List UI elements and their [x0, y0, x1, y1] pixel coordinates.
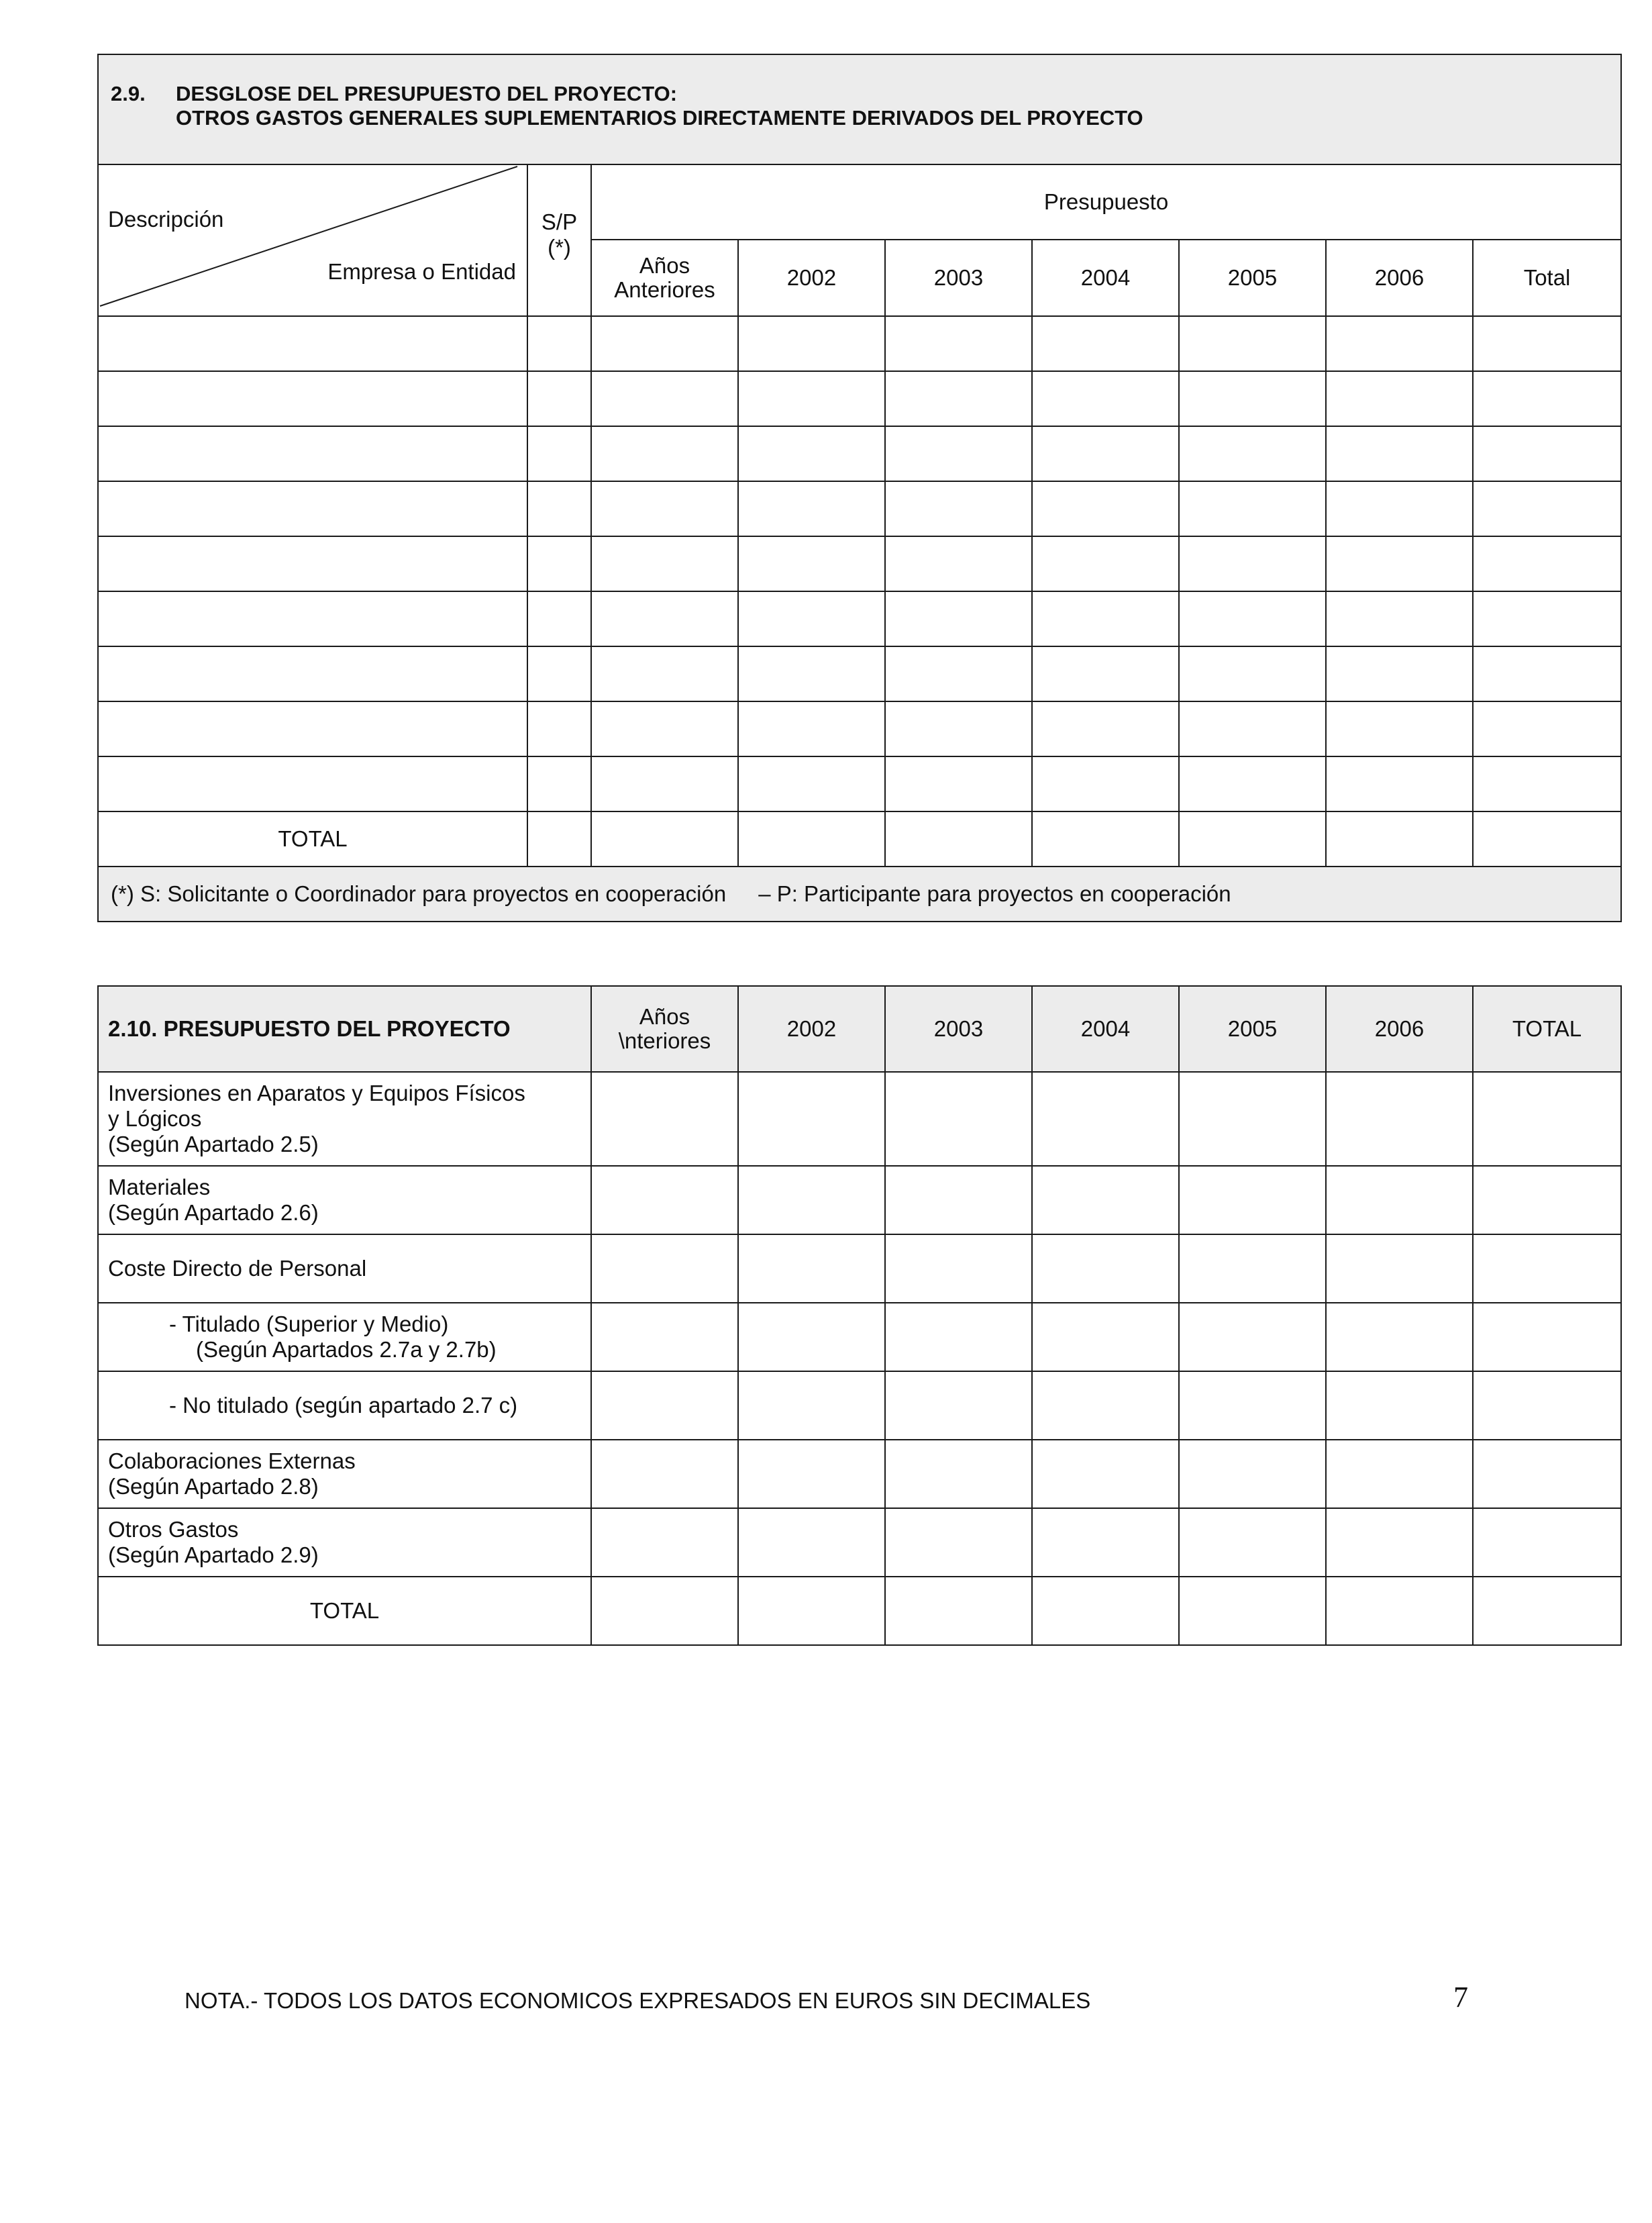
- table-cell[interactable]: [738, 1577, 885, 1645]
- table-cell[interactable]: [1473, 756, 1621, 811]
- budget-breakdown-table-2-9: [97, 54, 1622, 922]
- table-row: [98, 756, 1621, 811]
- footnote-participante: – P: Participante para proyectos en cooperación: [758, 881, 1231, 906]
- table-cell[interactable]: [1179, 481, 1326, 536]
- table-2-10-total-label: TOTAL: [98, 1577, 591, 1645]
- table-cell[interactable]: [1326, 756, 1473, 811]
- project-budget-table-2-10: [97, 985, 1622, 1646]
- table-cell[interactable]: [885, 1303, 1032, 1371]
- row-label-materiales: [98, 1166, 591, 1234]
- descripcion-label: Descripción: [108, 207, 224, 232]
- table-cell[interactable]: [1179, 1371, 1326, 1440]
- table-cell[interactable]: [591, 1577, 738, 1645]
- table-cell[interactable]: [591, 811, 738, 867]
- row-label-no-titulado: [98, 1371, 591, 1440]
- table-cell[interactable]: [738, 1166, 885, 1234]
- sp-header-label: S/P: [541, 209, 578, 234]
- table-cell[interactable]: [885, 1072, 1032, 1166]
- table-cell[interactable]: [1179, 1303, 1326, 1371]
- total-header: TOTAL: [1473, 986, 1621, 1072]
- table-cell[interactable]: [1326, 371, 1473, 426]
- table-cell[interactable]: [1473, 481, 1621, 536]
- table-row: [98, 536, 1621, 591]
- table-cell[interactable]: [1473, 1577, 1621, 1645]
- table-cell[interactable]: [885, 1577, 1032, 1645]
- table-cell[interactable]: [1032, 426, 1179, 481]
- row-label-line: - No titulado (según apartado 2.7 c): [169, 1393, 518, 1418]
- section-2-10-title: 2.10. PRESUPUESTO DEL PROYECTO: [98, 986, 591, 1072]
- table-cell[interactable]: [527, 536, 591, 591]
- table-cell[interactable]: [1473, 1371, 1621, 1440]
- anos-label: Años: [639, 253, 690, 278]
- table-cell[interactable]: [98, 536, 527, 591]
- anteriores-label: Anteriores: [614, 277, 715, 302]
- table-cell[interactable]: [1179, 701, 1326, 756]
- table-cell[interactable]: [738, 591, 885, 646]
- table-cell[interactable]: [527, 371, 591, 426]
- table-cell[interactable]: [1326, 536, 1473, 591]
- table-row: [98, 591, 1621, 646]
- table-2-9-total-label: TOTAL: [98, 811, 527, 867]
- year-header: 2003: [885, 986, 1032, 1072]
- row-label-coste-personal: [98, 1234, 591, 1303]
- row-label-line: (Según Apartado 2.8): [108, 1474, 319, 1499]
- table-cell[interactable]: [1032, 371, 1179, 426]
- row-label-colaboraciones: [98, 1440, 591, 1508]
- table-cell[interactable]: [1473, 646, 1621, 701]
- table-cell[interactable]: [1473, 1440, 1621, 1508]
- table-cell[interactable]: [591, 1072, 738, 1166]
- table-cell[interactable]: [738, 371, 885, 426]
- table-cell[interactable]: [1326, 481, 1473, 536]
- table-cell[interactable]: [1326, 1371, 1473, 1440]
- table-row: [98, 316, 1621, 371]
- table-cell[interactable]: [1473, 1166, 1621, 1234]
- table-cell[interactable]: [1473, 811, 1621, 867]
- table-row: [98, 481, 1621, 536]
- row-label-otros-gastos: [98, 1508, 591, 1577]
- table-cell[interactable]: [1473, 701, 1621, 756]
- table-cell[interactable]: [591, 1303, 738, 1371]
- table-cell[interactable]: [1473, 591, 1621, 646]
- table-cell[interactable]: [1326, 701, 1473, 756]
- table-cell[interactable]: [1473, 371, 1621, 426]
- table-cell[interactable]: [591, 756, 738, 811]
- anos-anteriores-header: [591, 240, 738, 316]
- table-cell[interactable]: [1326, 591, 1473, 646]
- table-cell[interactable]: [1179, 756, 1326, 811]
- anteriores-label: \nteriores: [618, 1028, 711, 1053]
- table-cell[interactable]: [1473, 1508, 1621, 1577]
- table-cell[interactable]: [738, 426, 885, 481]
- table-cell[interactable]: [1032, 1371, 1179, 1440]
- table-cell[interactable]: [1326, 1508, 1473, 1577]
- sp-footnote: [98, 867, 1621, 922]
- table-cell[interactable]: [738, 536, 885, 591]
- footnote-solicitante: (*) S: Solicitante o Coordinador para proyectos en cooperación: [111, 881, 727, 906]
- row-label-line: - Titulado (Superior y Medio): [169, 1312, 449, 1336]
- page-number: 7: [1453, 1981, 1468, 2014]
- table-cell[interactable]: [885, 316, 1032, 371]
- table-cell[interactable]: [885, 426, 1032, 481]
- table-cell[interactable]: [1473, 316, 1621, 371]
- table-cell[interactable]: [527, 756, 591, 811]
- table-cell[interactable]: [1326, 316, 1473, 371]
- table-cell[interactable]: [1032, 756, 1179, 811]
- table-row: [98, 426, 1621, 481]
- table-cell[interactable]: [885, 811, 1032, 867]
- table-cell[interactable]: [98, 646, 527, 701]
- table-cell[interactable]: [1326, 1440, 1473, 1508]
- table-cell[interactable]: [591, 426, 738, 481]
- table-cell[interactable]: [738, 1072, 885, 1166]
- table-cell[interactable]: [527, 591, 591, 646]
- table-cell[interactable]: [591, 481, 738, 536]
- table-2-9-body: [98, 316, 1621, 811]
- table-cell[interactable]: [1326, 811, 1473, 867]
- year-header: 2003: [885, 240, 1032, 316]
- table-cell[interactable]: [1032, 646, 1179, 701]
- row-label-titulado: [98, 1303, 591, 1371]
- table-cell[interactable]: [1473, 536, 1621, 591]
- table-cell[interactable]: [738, 646, 885, 701]
- table-cell[interactable]: [1179, 371, 1326, 426]
- anos-anteriores-header: [591, 986, 738, 1072]
- section-2-9-title-line1: DESGLOSE DEL PRESUPUESTO DEL PROYECTO:: [176, 82, 678, 105]
- table-cell[interactable]: [885, 591, 1032, 646]
- table-cell[interactable]: [1179, 536, 1326, 591]
- presupuesto-header: Presupuesto: [591, 164, 1621, 240]
- table-cell[interactable]: [591, 591, 738, 646]
- year-header: 2002: [738, 240, 885, 316]
- row-label-line: (Según Apartado 2.9): [108, 1542, 319, 1567]
- footer-note: NOTA.- TODOS LOS DATOS ECONOMICOS EXPRESADOS EN EUROS SIN DECIMALES: [185, 1988, 1091, 2013]
- table-cell[interactable]: [98, 701, 527, 756]
- table-cell[interactable]: [885, 756, 1032, 811]
- year-header: 2006: [1326, 986, 1473, 1072]
- table-cell[interactable]: [1179, 1577, 1326, 1645]
- row-label-line: (Según Apartado 2.6): [108, 1200, 319, 1225]
- table-cell[interactable]: [738, 701, 885, 756]
- table-cell[interactable]: [1179, 646, 1326, 701]
- table-cell[interactable]: [1032, 536, 1179, 591]
- descripcion-empresa-header: [98, 164, 527, 316]
- table-cell[interactable]: [1032, 1166, 1179, 1234]
- row-label-line: (Según Apartados 2.7a y 2.7b): [196, 1337, 497, 1362]
- table-cell[interactable]: [1326, 646, 1473, 701]
- table-cell[interactable]: [591, 1508, 738, 1577]
- table-cell[interactable]: [591, 1234, 738, 1303]
- table-row: [98, 701, 1621, 756]
- table-cell[interactable]: [98, 316, 527, 371]
- table-cell[interactable]: [98, 756, 527, 811]
- table-cell[interactable]: [1179, 1166, 1326, 1234]
- table-row: [98, 646, 1621, 701]
- table-cell[interactable]: [885, 701, 1032, 756]
- empresa-entidad-label: Empresa o Entidad: [327, 259, 516, 284]
- table-cell[interactable]: [885, 1234, 1032, 1303]
- table-cell[interactable]: [1032, 1577, 1179, 1645]
- table-row: [98, 371, 1621, 426]
- diagonal-divider: [99, 165, 528, 317]
- table-cell[interactable]: [1473, 1072, 1621, 1166]
- year-header: 2004: [1032, 240, 1179, 316]
- table-cell[interactable]: [1032, 1508, 1179, 1577]
- table-cell[interactable]: [1032, 1234, 1179, 1303]
- table-cell[interactable]: [527, 426, 591, 481]
- row-label-line: Coste Directo de Personal: [108, 1256, 367, 1281]
- table-cell[interactable]: [527, 316, 591, 371]
- table-cell[interactable]: [591, 1371, 738, 1440]
- section-2-9-title-line2: OTROS GASTOS GENERALES SUPLEMENTARIOS DIRECTAMENTE DERIVADOS DEL PROYECTO: [176, 106, 1143, 130]
- table-cell[interactable]: [591, 1166, 738, 1234]
- table-cell[interactable]: [885, 481, 1032, 536]
- total-header: Total: [1473, 240, 1621, 316]
- table-cell[interactable]: [1326, 426, 1473, 481]
- table-cell[interactable]: [1326, 1234, 1473, 1303]
- table-cell[interactable]: [1179, 426, 1326, 481]
- table-cell[interactable]: [1179, 1440, 1326, 1508]
- table-cell[interactable]: [738, 811, 885, 867]
- section-2-9-title: [98, 54, 1621, 164]
- table-cell[interactable]: [1326, 1577, 1473, 1645]
- table-cell[interactable]: [1032, 1072, 1179, 1166]
- table-cell[interactable]: [1473, 1234, 1621, 1303]
- table-cell[interactable]: [591, 646, 738, 701]
- table-cell[interactable]: [1179, 1508, 1326, 1577]
- table-cell[interactable]: [98, 426, 527, 481]
- table-cell[interactable]: [527, 701, 591, 756]
- table-cell[interactable]: [1032, 1440, 1179, 1508]
- table-cell[interactable]: [1179, 1234, 1326, 1303]
- table-cell[interactable]: [591, 371, 738, 426]
- table-cell[interactable]: [885, 646, 1032, 701]
- table-cell[interactable]: [738, 1371, 885, 1440]
- sp-header: [527, 164, 591, 316]
- table-cell[interactable]: [885, 371, 1032, 426]
- year-header: 2005: [1179, 240, 1326, 316]
- table-cell[interactable]: [98, 371, 527, 426]
- table-cell[interactable]: [1473, 1303, 1621, 1371]
- year-header: 2002: [738, 986, 885, 1072]
- table-cell[interactable]: [527, 646, 591, 701]
- table-cell[interactable]: [591, 536, 738, 591]
- table-cell[interactable]: [1032, 591, 1179, 646]
- table-cell[interactable]: [1032, 481, 1179, 536]
- anos-label: Años: [639, 1004, 690, 1029]
- table-cell[interactable]: [885, 1508, 1032, 1577]
- table-cell[interactable]: [1032, 316, 1179, 371]
- table-cell[interactable]: [1326, 1072, 1473, 1166]
- row-label-inversiones: [98, 1072, 591, 1166]
- year-header: 2004: [1032, 986, 1179, 1072]
- row-label-line: Colaboraciones Externas: [108, 1448, 356, 1473]
- table-cell[interactable]: [738, 1234, 885, 1303]
- row-label-line: Inversiones en Aparatos y Equipos Físicos: [108, 1081, 525, 1105]
- year-header: 2006: [1326, 240, 1473, 316]
- table-cell[interactable]: [98, 591, 527, 646]
- table-cell[interactable]: [98, 481, 527, 536]
- table-cell[interactable]: [1179, 591, 1326, 646]
- table-cell[interactable]: [885, 1371, 1032, 1440]
- table-cell[interactable]: [738, 756, 885, 811]
- table-cell[interactable]: [738, 1303, 885, 1371]
- row-label-line: y Lógicos: [108, 1106, 202, 1131]
- table-cell[interactable]: [738, 1440, 885, 1508]
- row-label-line: Materiales: [108, 1175, 211, 1199]
- table-cell[interactable]: [1032, 1303, 1179, 1371]
- table-cell[interactable]: [1179, 1072, 1326, 1166]
- year-header: 2005: [1179, 986, 1326, 1072]
- table-cell[interactable]: [591, 701, 738, 756]
- table-cell[interactable]: [1032, 811, 1179, 867]
- sp-header-note: (*): [548, 235, 571, 260]
- table-cell[interactable]: [885, 1440, 1032, 1508]
- table-cell[interactable]: [885, 536, 1032, 591]
- table-cell[interactable]: [1032, 701, 1179, 756]
- table-cell[interactable]: [1326, 1303, 1473, 1371]
- table-cell[interactable]: [527, 811, 591, 867]
- table-cell[interactable]: [1326, 1166, 1473, 1234]
- table-cell[interactable]: [591, 1440, 738, 1508]
- row-label-line: Otros Gastos: [108, 1517, 239, 1542]
- section-2-9-number: 2.9.: [111, 82, 146, 105]
- row-label-line: (Según Apartado 2.5): [108, 1132, 319, 1156]
- table-cell[interactable]: [885, 1166, 1032, 1234]
- table-cell[interactable]: [527, 481, 591, 536]
- table-cell[interactable]: [738, 316, 885, 371]
- table-cell[interactable]: [1179, 811, 1326, 867]
- table-cell[interactable]: [738, 481, 885, 536]
- table-cell[interactable]: [1473, 426, 1621, 481]
- table-cell[interactable]: [738, 1508, 885, 1577]
- table-cell[interactable]: [591, 316, 738, 371]
- table-cell[interactable]: [1179, 316, 1326, 371]
